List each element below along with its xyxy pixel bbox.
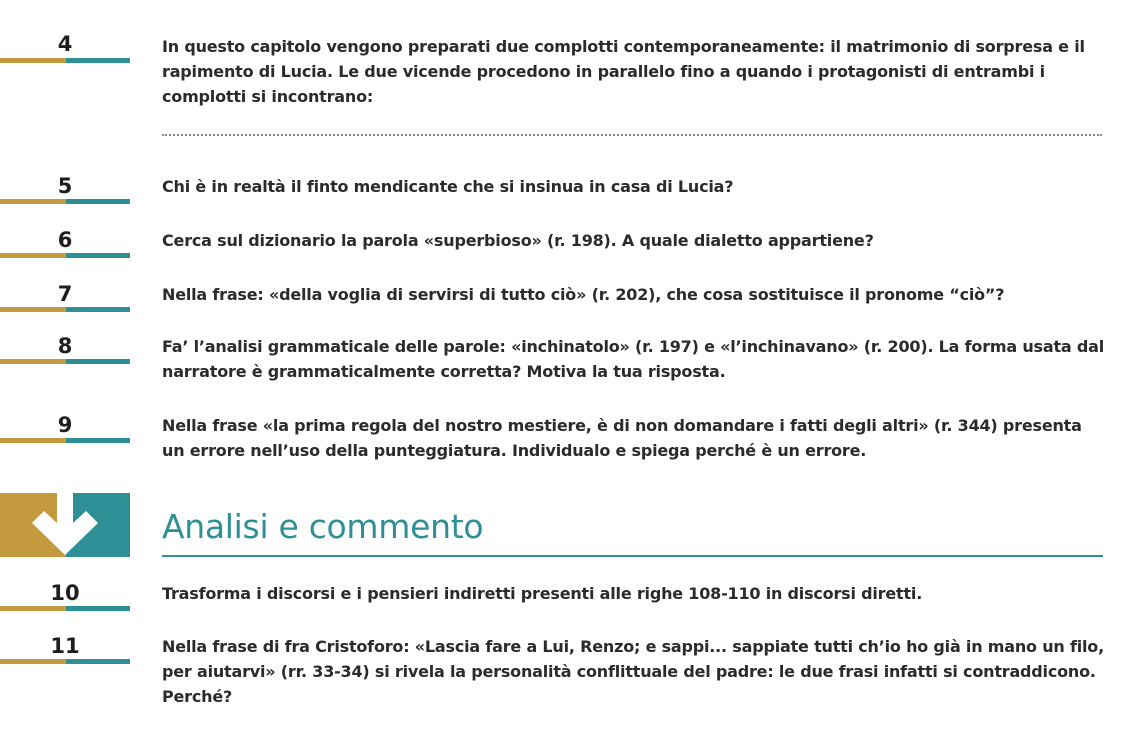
- question-number: 9: [57, 413, 73, 437]
- question-number: 10: [50, 581, 80, 605]
- answer-dotted-line: [162, 134, 1102, 136]
- number-underline: [0, 307, 130, 312]
- question-number: 11: [50, 634, 80, 658]
- question-number: 6: [57, 228, 73, 252]
- number-underline: [0, 438, 130, 443]
- question-number: 5: [57, 174, 73, 198]
- question-text: Nella frase di fra Cristoforo: «Lascia fare a Lui, Renzo; e sappi... sappiate tutti ch’io ho già in mano un filo, per aiutarvi» (rr. 33-34) si rivela la personalità conflittuale del padre: le due frasi infatti si contraddicono. Perché?: [162, 637, 1104, 706]
- question-text: Nella frase: «della voglia di servirsi di tutto ciò» (r. 202), che cosa sostituisce il pronome “ciò”?: [162, 285, 1005, 304]
- number-underline: [0, 606, 130, 611]
- question-number: 8: [57, 334, 73, 358]
- question-text: Chi è in realtà il finto mendicante che si insinua in casa di Lucia?: [162, 177, 734, 196]
- question-text: Trasforma i discorsi e i pensieri indiretti presenti alle righe 108-110 in discorsi diretti.: [162, 584, 923, 603]
- question-text: Fa’ l’analisi grammaticale delle parole: «inchinatolo» (r. 197) e «l’inchinavano» (r. 200). La forma usata dal narratore è grammaticalmente corretta? Motiva la tua risposta.: [162, 337, 1104, 381]
- number-underline: [0, 253, 130, 258]
- down-arrow-icon: [0, 493, 130, 557]
- question-text: Cerca sul dizionario la parola «superbioso» (r. 198). A quale dialetto appartiene?: [162, 231, 874, 250]
- section-title: Analisi e commento: [162, 507, 484, 546]
- number-underline: [0, 359, 130, 364]
- question-text: In questo capitolo vengono preparati due complotti contemporaneamente: il matrimonio di sorpresa e il rapimento di Lucia. Le due vicende procedono in parallelo fino a quando i protagonisti di entrambi i complotti si incontrano:: [162, 37, 1085, 106]
- section-divider: [162, 555, 1103, 557]
- number-underline: [0, 199, 130, 204]
- number-underline: [0, 659, 130, 664]
- question-text: Nella frase «la prima regola del nostro mestiere, è di non domandare i fatti degli altri» (r. 344) presenta un errore nell’uso della punteggiatura. Individualo e spiega perché è un errore.: [162, 416, 1082, 460]
- question-number: 7: [57, 282, 73, 306]
- number-underline: [0, 58, 130, 63]
- question-number: 4: [57, 32, 73, 56]
